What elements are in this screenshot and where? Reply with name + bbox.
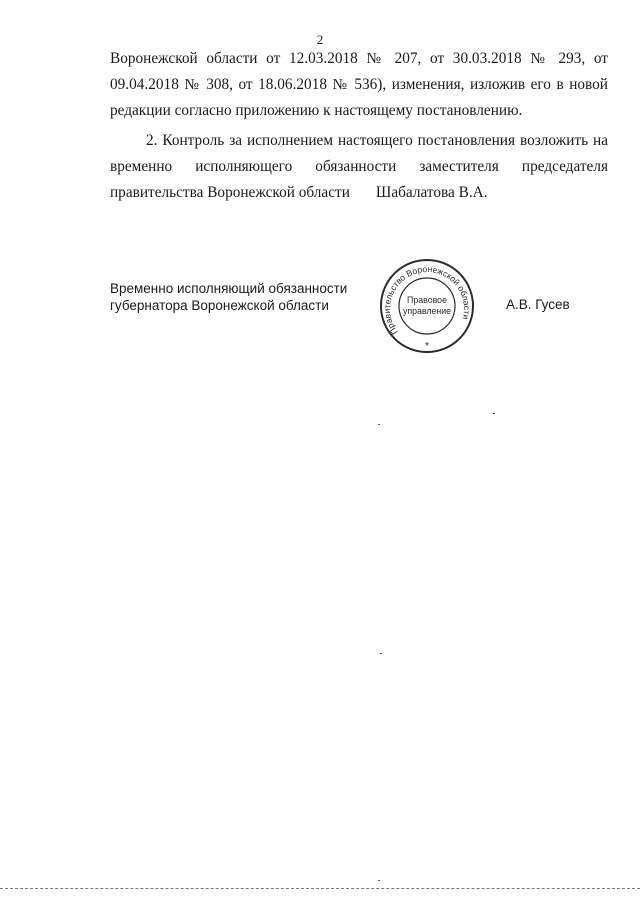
signer-position-line-2: губернатора Воронежской области <box>110 298 329 313</box>
scan-speck <box>493 413 495 414</box>
signer-position-line-1: Временно исполняющий обязанности <box>110 281 348 296</box>
scan-speck <box>380 653 382 654</box>
paragraph-2 <box>110 128 608 206</box>
scan-bottom-edge-rule <box>0 888 640 889</box>
paragraph-2-line-3-part-2: Шабалатова В.А. <box>375 184 488 201</box>
stamp-center-line-1: Правовое <box>407 295 447 305</box>
stamp-star-icon: * <box>425 341 429 352</box>
paragraph-1 <box>110 46 608 124</box>
paragraph-1-line-3: редакции согласно приложению к настоящему постановлению. <box>110 102 523 119</box>
stamp-center-line-2: управление <box>402 306 452 316</box>
paragraph-2-line-1: 2. Контроль за исполнением настоящего постановления возложить на <box>146 132 608 149</box>
scan-speck <box>378 880 380 881</box>
paragraph-2-line-2: временно исполняющего обязанности заместителя председателя <box>110 158 608 175</box>
paragraph-2-line-3-part-1: правительства Воронежской области <box>110 184 350 201</box>
signer-position <box>110 280 347 314</box>
official-seal-stamp <box>378 257 476 355</box>
stamp-ring-text: Правительство Воронежской области <box>381 263 473 337</box>
scan-speck <box>378 424 380 425</box>
page-number: 2 <box>316 32 324 47</box>
paragraph-1-line-1: Воронежской области от 12.03.2018 № 207, от 30.03.2018 № 293, от <box>110 50 608 67</box>
paragraph-2-line-3 <box>110 180 608 206</box>
paragraph-1-line-2: 09.04.2018 № 308, от 18.06.2018 № 536), изменения, изложив его в новой <box>110 76 608 93</box>
signer-name: А.В. Гусев <box>506 297 570 312</box>
